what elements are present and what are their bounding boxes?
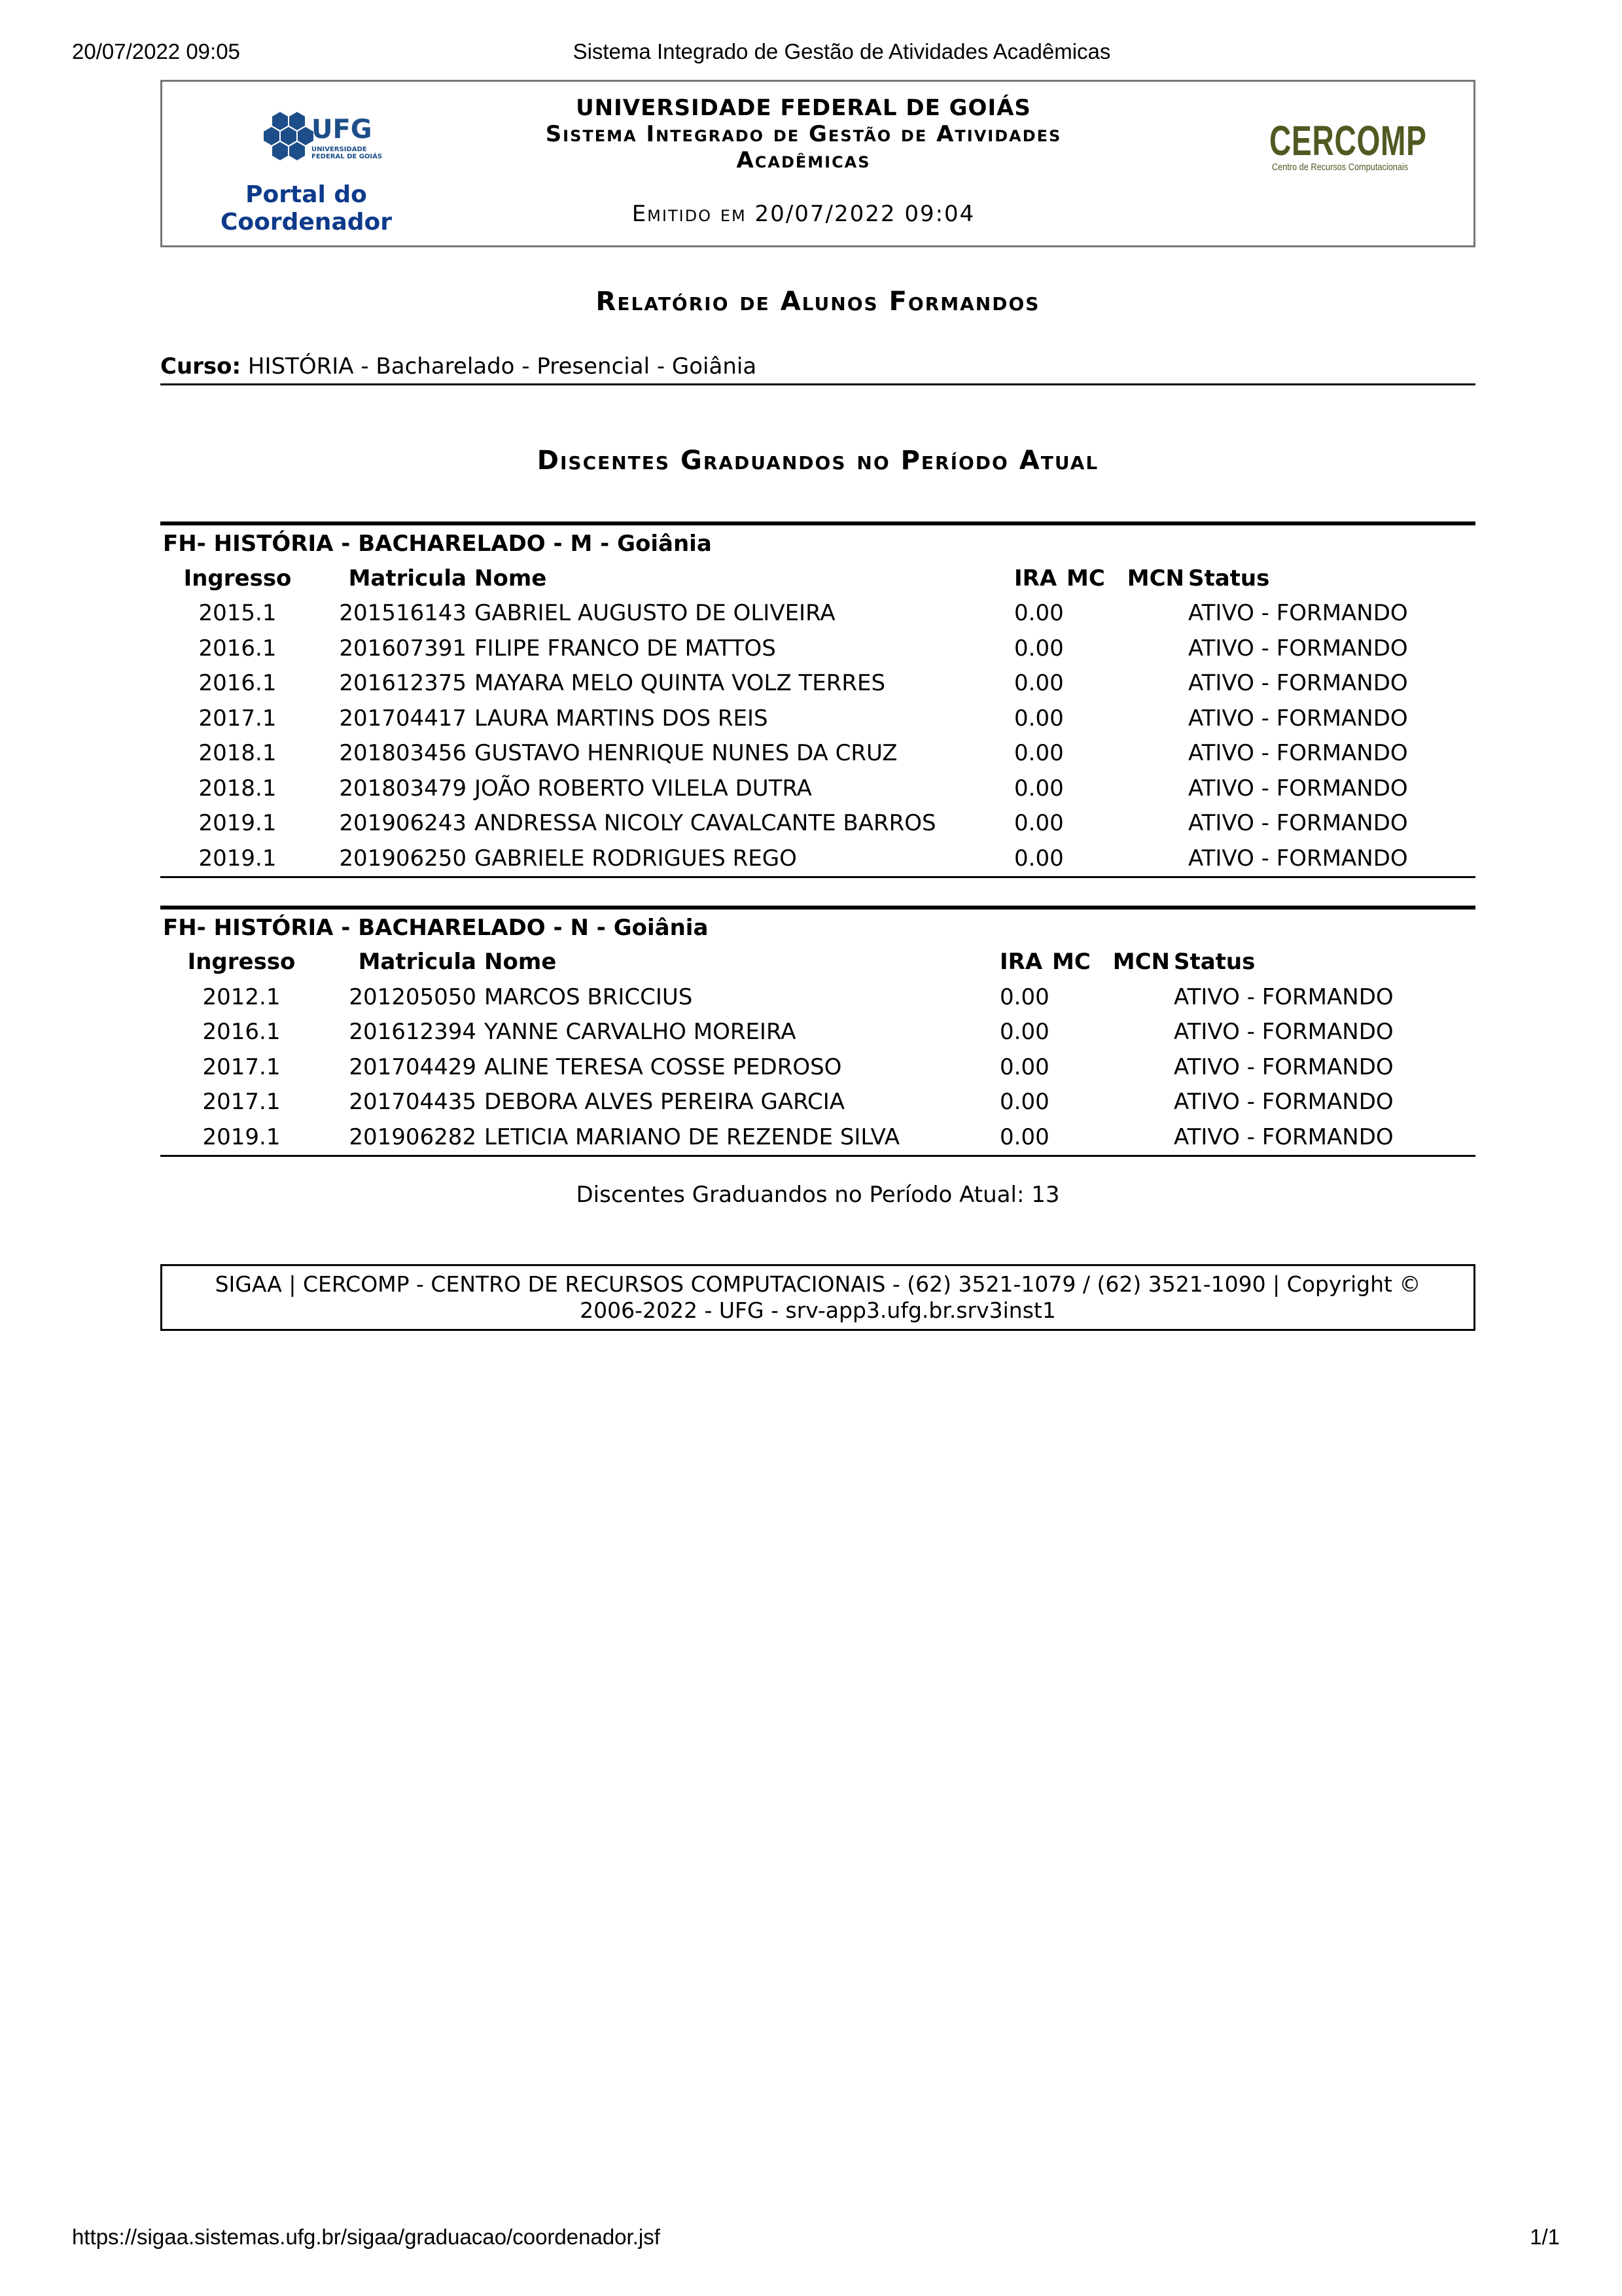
report-document (160, 80, 1475, 1331)
cell-matricula: 201704417 (339, 705, 467, 732)
cell-ingresso: 2012.1 (202, 983, 281, 1010)
ufg-logo-subtitle (311, 146, 382, 160)
cell-mcn (1119, 666, 1184, 701)
print-datetime: 20/07/2022 09:05 (72, 39, 240, 63)
col-mc: MC (1052, 949, 1091, 976)
table-row (160, 736, 1459, 771)
cell-status: ATIVO - FORMANDO (1188, 845, 1408, 872)
col-ingresso: Ingresso (183, 565, 292, 592)
cell-mcn (1119, 736, 1184, 771)
cell-ira: 0.00 (1000, 1123, 1049, 1150)
cell-mcn (1119, 596, 1184, 631)
cell-mc (1067, 631, 1119, 666)
cell-status: ATIVO - FORMANDO (1188, 810, 1408, 837)
cell-mcn (1104, 980, 1170, 1015)
portal-line1: Portal do (245, 181, 367, 208)
table-row (160, 771, 1459, 806)
cell-matricula: 201906282 (349, 1123, 476, 1150)
university-name: UNIVERSIDADE FEDERAL DE GOIÁS (576, 95, 1031, 121)
cell-mc (1067, 596, 1119, 631)
cell-matricula: 201906243 (339, 810, 467, 837)
cell-ingresso: 2019.1 (198, 845, 277, 872)
col-ingresso: Ingresso (187, 949, 296, 976)
table-row (160, 1050, 1445, 1085)
table-row (160, 666, 1459, 701)
col-mcn: MCN (1112, 949, 1170, 976)
cell-nome: YANNE CARVALHO MOREIRA (484, 1019, 796, 1046)
cell-ira: 0.00 (1014, 600, 1064, 627)
cell-matricula: 201612394 (349, 1019, 476, 1046)
cell-mc (1067, 806, 1119, 841)
print-url: https://sigaa.sistemas.ufg.br/sigaa/graduacao/coordenador.jsf (72, 2225, 660, 2249)
cell-mcn (1119, 701, 1184, 736)
table-header-row (160, 561, 1459, 596)
cell-ira: 0.00 (1014, 845, 1064, 872)
cell-ira: 0.00 (1014, 705, 1064, 732)
cell-ingresso: 2016.1 (198, 670, 277, 697)
table-row (160, 631, 1459, 666)
cell-ingresso: 2017.1 (202, 1089, 281, 1116)
table-row (160, 1015, 1445, 1050)
col-status: Status (1174, 949, 1256, 976)
cell-ingresso: 2018.1 (198, 740, 277, 767)
cell-mc (1067, 841, 1119, 876)
col-mc: MC (1067, 565, 1105, 592)
cell-matricula: 201704435 (349, 1089, 476, 1116)
ufg-logo-sub1: UNIVERSIDADE (311, 146, 367, 153)
table-row (160, 596, 1459, 631)
cell-nome: GABRIELE RODRIGUES REGO (474, 845, 797, 872)
cell-nome: MAYARA MELO QUINTA VOLZ TERRES (474, 670, 886, 697)
system-name-line2: Acadêmicas (736, 147, 871, 173)
cell-ira: 0.00 (1000, 1089, 1049, 1116)
cell-nome: LETICIA MARIANO DE REZENDE SILVA (484, 1123, 900, 1150)
system-name-line1: Sistema Integrado de Gestão de Atividades (545, 121, 1062, 147)
col-ira: IRA (1014, 565, 1057, 592)
cell-nome: FILIPE FRANCO DE MATTOS (474, 635, 776, 662)
cell-ingresso: 2015.1 (198, 600, 277, 627)
cell-status: ATIVO - FORMANDO (1188, 670, 1408, 697)
cercomp-logo-subtitle: Centro de Recursos Computacionais (1271, 162, 1409, 173)
cell-mc (1052, 1050, 1104, 1085)
cell-mc (1067, 666, 1119, 701)
col-mcn: MCN (1127, 565, 1184, 592)
course-value: HISTÓRIA - Bacharelado - Presencial - Goiânia (241, 353, 757, 380)
cell-mcn (1119, 771, 1184, 806)
cell-nome: JOÃO ROBERTO VILELA DUTRA (474, 775, 812, 802)
cell-mc (1052, 980, 1104, 1015)
cell-matricula: 201607391 (339, 635, 467, 662)
cell-status: ATIVO - FORMANDO (1188, 740, 1408, 767)
cell-ira: 0.00 (1014, 740, 1064, 767)
cell-status: ATIVO - FORMANDO (1174, 1089, 1394, 1116)
col-nome: Nome (484, 949, 557, 976)
ufg-logo-text: UFG (311, 115, 372, 145)
print-page-title: Sistema Integrado de Gestão de Atividades Acadêmicas (573, 39, 1111, 63)
cell-mcn (1104, 1050, 1170, 1085)
col-ira: IRA (1000, 949, 1043, 976)
course-label: Curso: (160, 353, 241, 380)
cell-ira: 0.00 (1000, 1019, 1049, 1046)
cell-matricula: 201803479 (339, 775, 467, 802)
cell-status: ATIVO - FORMANDO (1188, 600, 1408, 627)
summary-count: Discentes Graduandos no Período Atual: 13 (576, 1181, 1060, 1208)
table-row (160, 1120, 1445, 1155)
cell-ira: 0.00 (1014, 635, 1064, 662)
cell-mcn (1119, 806, 1184, 841)
table-row (160, 1085, 1445, 1120)
col-status: Status (1188, 565, 1270, 592)
cell-mcn (1104, 1120, 1170, 1155)
student-group-n (160, 906, 1475, 1157)
col-matricula: Matricula (348, 565, 467, 592)
cell-mcn (1104, 1015, 1170, 1050)
table-row (160, 980, 1445, 1015)
cell-mc (1052, 1015, 1104, 1050)
cell-status: ATIVO - FORMANDO (1174, 1053, 1394, 1080)
cell-matricula: 201612375 (339, 670, 467, 697)
table-row (160, 841, 1459, 876)
report-footer (160, 1264, 1475, 1331)
cell-nome: MARCOS BRICCIUS (484, 983, 693, 1010)
ufg-logo-sub2: FEDERAL DE GOIÁS (311, 153, 383, 160)
cell-ira: 0.00 (1014, 775, 1064, 802)
footer-line1: SIGAA | CERCOMP - CENTRO DE RECURSOS COMPUTACIONAIS - (62) 3521-1079 / (62) 3521-1090 | Copyright © (215, 1271, 1421, 1297)
cell-nome: GUSTAVO HENRIQUE NUNES DA CRUZ (474, 740, 898, 767)
group-title: FH- HISTÓRIA - BACHARELADO - M - Goiânia (163, 531, 712, 557)
cell-ingresso: 2019.1 (202, 1123, 281, 1150)
cell-status: ATIVO - FORMANDO (1174, 1123, 1394, 1150)
cell-status: ATIVO - FORMANDO (1188, 705, 1408, 732)
cell-nome: GABRIEL AUGUSTO DE OLIVEIRA (474, 600, 836, 627)
table-header-row (160, 945, 1445, 980)
portal-line2: Coordenador (220, 209, 392, 236)
cell-mc (1052, 1085, 1104, 1120)
cell-ingresso: 2017.1 (202, 1053, 281, 1080)
student-table (160, 561, 1459, 876)
issued-date: Emitido em 20/07/2022 09:04 (631, 201, 976, 227)
student-group-m (160, 521, 1475, 878)
student-table (160, 945, 1445, 1155)
course-line (160, 353, 1475, 385)
cell-mc (1067, 736, 1119, 771)
cell-status: ATIVO - FORMANDO (1188, 635, 1408, 662)
cell-status: ATIVO - FORMANDO (1174, 983, 1394, 1010)
cell-ingresso: 2016.1 (202, 1019, 281, 1046)
cercomp-logo-text: CERCOMP (1269, 117, 1427, 164)
cell-ira: 0.00 (1000, 983, 1049, 1010)
cell-matricula: 201803456 (339, 740, 467, 767)
col-matricula: Matricula (358, 949, 476, 976)
section-title: Discentes Graduandos no Período Atual (537, 446, 1099, 476)
cell-mcn (1119, 841, 1184, 876)
cell-nome: LAURA MARTINS DOS REIS (474, 705, 768, 732)
cell-ingresso: 2017.1 (198, 705, 277, 732)
cell-nome: ALINE TERESA COSSE PEDROSO (484, 1053, 842, 1080)
cell-mcn (1104, 1085, 1170, 1120)
cell-ira: 0.00 (1014, 810, 1064, 837)
cell-ingresso: 2018.1 (198, 775, 277, 802)
cell-status: ATIVO - FORMANDO (1174, 1019, 1394, 1046)
report-header (160, 80, 1475, 247)
cell-matricula: 201516143 (339, 600, 467, 627)
cell-matricula: 201906250 (339, 845, 467, 872)
print-page-number: 1/1 (1530, 2225, 1560, 2249)
cell-mc (1067, 771, 1119, 806)
cell-mc (1052, 1120, 1104, 1155)
cell-matricula: 201704429 (349, 1053, 476, 1080)
group-title: FH- HISTÓRIA - BACHARELADO - N - Goiânia (163, 914, 709, 941)
header-center (437, 95, 1170, 227)
cell-nome: DEBORA ALVES PEREIRA GARCIA (484, 1089, 845, 1116)
col-nome: Nome (474, 565, 547, 592)
report-title: Relatório de Alunos Formandos (595, 287, 1040, 317)
cell-ingresso: 2019.1 (198, 810, 277, 837)
cell-ira: 0.00 (1014, 670, 1064, 697)
cell-mc (1067, 701, 1119, 736)
footer-line2: 2006-2022 - UFG - srv-app3.ufg.br.srv3inst1 (580, 1297, 1056, 1323)
cell-ira: 0.00 (1000, 1053, 1049, 1080)
cell-mcn (1119, 631, 1184, 666)
cercomp-logo (1242, 117, 1438, 173)
cell-ingresso: 2016.1 (198, 635, 277, 662)
table-row (160, 806, 1459, 841)
portal-label (208, 181, 404, 236)
cell-nome: ANDRESSA NICOLY CAVALCANTE BARROS (474, 810, 936, 837)
cell-status: ATIVO - FORMANDO (1188, 775, 1408, 802)
cell-matricula: 201205050 (349, 983, 476, 1010)
table-row (160, 701, 1459, 736)
